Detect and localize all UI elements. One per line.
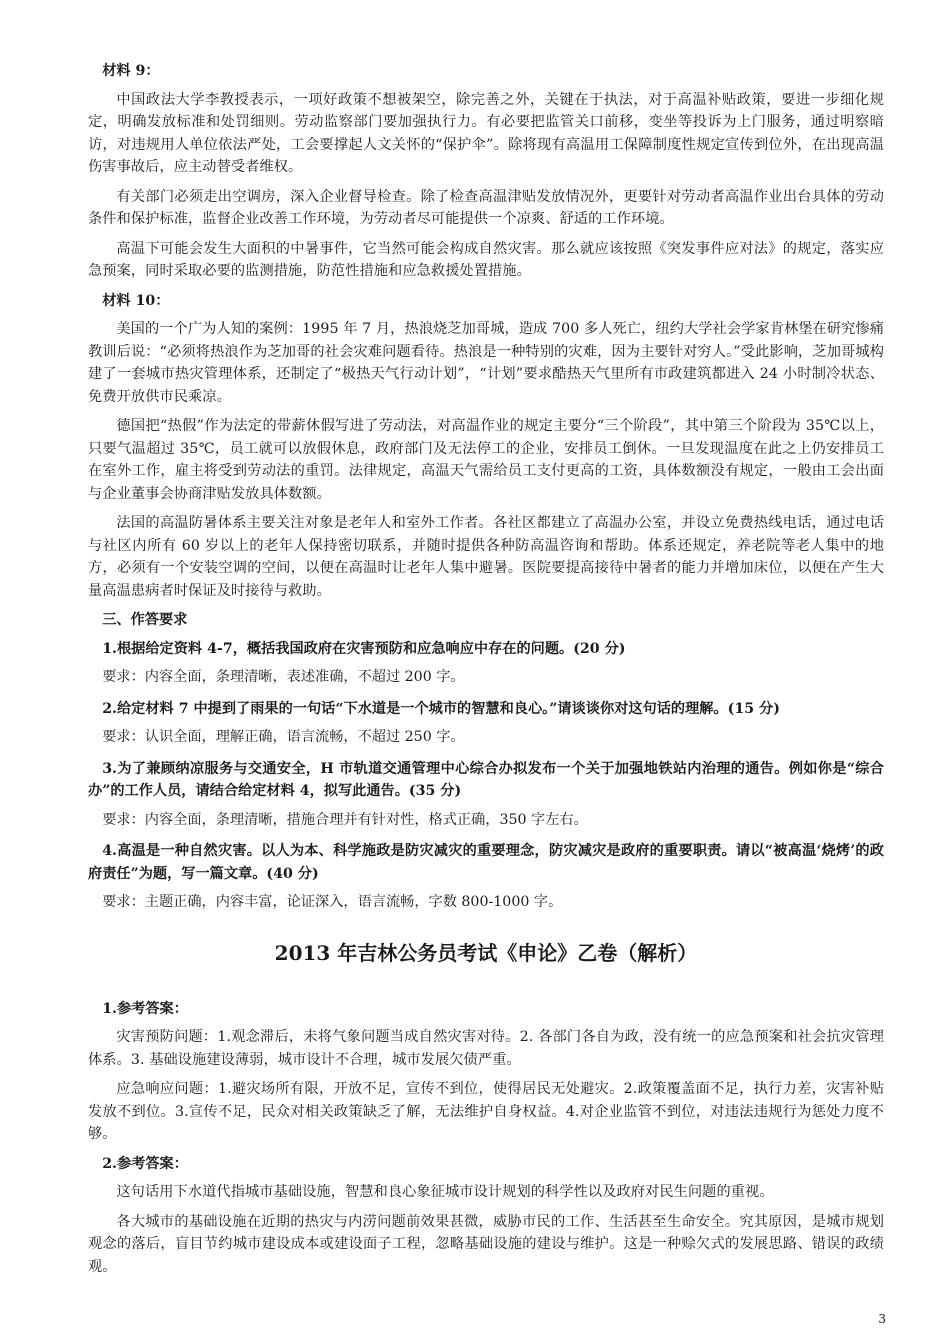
answer2-paragraph: 这句话用下水道代指城市基础设施，智慧和良心象征城市设计规划的科学性以及政府对民生问题的重视。 [116,1184,774,1200]
material10-paragraph: 德国把“热假”作为法定的带薪休假写进了劳动法，对高温作业的规定主要分“三个阶段”，其中第三个阶段为 35℃以上，只要气温超过 35℃，员工就可以放假休息，政府部门及无法停工的企业，安排员工倒休。一旦发现温度在此之上仍安排员工在室外工作，雇主将受到劳动法的重罚。法律规定，高温天气需给员工支付更高的工资，具体数额没有规定，一般由工会出面与企业董事会协商津贴发放具体数额。 [88,418,884,502]
material9-paragraph: 高温下可能会发生大面积的中暑事件，它当然可能会构成自然灾害。那么就应该按照《突发事件应对法》的规定，落实应急预案，同时采取必要的监测措施，防范性措施和应急救援处置措施。 [88,240,884,279]
analysis-title: 2013 年吉林公务员考试《申论》乙卷（解析） [274,940,698,965]
material9-paragraph: 有关部门必须走出空调房，深入企业督导检查。除了检查高温津贴发放情况外，更要针对劳动者高温作业出台具体的劳动条件和保护标准，监督企业改善工作环境，为劳动者尽可能提供一个凉爽、舒适的工作环境。 [88,188,884,227]
requirements-heading: 三、作答要求 [102,612,188,628]
material9-heading: 材料 9： [102,63,160,79]
question-3: 3.为了兼顾纳凉服务与交通安全，H 市轨道交通管理中心综合办拟发布一个关于加强地铁站内治理的通告。例如你是“综合办”的工作人员，请结合给定材料 4，拟写此通告。(35 分) [88,760,884,799]
answer1-heading: 1.参考答案： [102,1000,188,1017]
question-4: 4.高温是一种自然灾害。以人为本、科学施政是防灾减灾的重要理念，防灾减灾是政府的重要职责。请以“被高温‘烧烤’的政府责任”为题，写一篇文章。(40 分) [88,843,884,882]
question-2: 2.给定材料 7 中提到了雨果的一句话“下水道是一个城市的智慧和良心。”请谈谈你对这句话的理解。(15 分) [102,700,780,717]
answer1-paragraph: 应急响应问题：1.避灾场所有限，开放不足，宣传不到位，使得居民无处避灾。2.政策覆盖面不足，执行力差，灾害补贴发放不到位。3.宣传不足，民众对相关政策缺乏了解，无法维护自身权益。4.对企业监管不到位，对违法违规行为惩处力度不够。 [88,1081,884,1142]
answer1-paragraph: 灾害预防问题：1.观念滞后，未将气象问题当成自然灾害对待。2. 各部门各自为政，没有统一的应急预案和社会抗灾管理体系。3. 基础设施建设薄弱，城市设计不合理，城市发展欠债严重。 [88,1029,884,1068]
material10-paragraph: 法国的高温防暑体系主要关注对象是老年人和室外工作者。各社区都建立了高温办公室，并设立免费热线电话，通过电话与社区内所有 60 岁以上的老年人保持密切联系，并随时提供各种防高温咨询和帮助。体系还规定，养老院等老人集中的地方，必须有一个安装空调的空间，以便在高温时让老年人集中避暑。医院要提高接待中暑者的能力并增加床位，以便在产生大量高温患病者时保证及时接待与救助。 [88,515,884,599]
document-page [88,60,884,1285]
material10-heading: 材料 10： [102,292,170,309]
material9-paragraph: 中国政法大学李教授表示，一项好政策不想被架空，除完善之外，关键在于执法，对于高温补贴政策，要进一步细化规定，明确发放标准和处罚细则。劳动监察部门要加强执行力。有必要把监管关口前移，变坐等投诉为上门服务，通过明察暗访，对违规用人单位依法严处，工会要撑起人文关怀的“保护伞”。除将现有高温用工保障制度性规定宣传到位外，在出现高温伤害事故后，应主动替受者维权。 [88,91,884,175]
question-2-requirement: 要求：认识全面，理解正确，语言流畅，不超过 250 字。 [102,729,465,745]
material10-paragraph: 美国的一个广为人知的案例：1995 年 7 月，热浪烧芝加哥城，造成 700 多人死亡，纽约大学社会学家肯林堡在研究惨痛教训后说：“必须将热浪作为芝加哥的社会灾难问题看待。热浪是一种特别的灾难，因为主要针对穷人。”受此影响，芝加哥城构建了一套城市热灾管理体系，还制定了“极热天气行动计划”，“计划”要求酷热天气里所有市政建筑都进入 24 小时制冷状态、免费开放供市民乘凉。 [88,321,884,405]
question-1: 1.根据给定资料 4-7，概括我国政府在灾害预防和应急响应中存在的问题。(20 分) [102,640,626,657]
question-4-requirement: 要求：主题正确，内容丰富，论证深入，语言流畅，字数 800-1000 字。 [102,894,563,910]
answer2-heading: 2.参考答案： [102,1155,188,1172]
question-3-requirement: 要求：内容全面，条理清晰，措施合理并有针对性，格式正确，350 字左右。 [102,811,588,828]
question-1-requirement: 要求：内容全面，条理清晰，表述准确，不超过 200 字。 [102,669,465,685]
answer2-paragraph: 各大城市的基础设施在近期的热灾与内涝问题前效果甚微，威胁市民的工作、生活甚至生命安全。究其原因，是城市规划观念的落后，盲目节约城市建设成本或建设面子工程，忽略基础设施的建设与维护。这是一种赊欠式的发展思路、错误的政绩观。 [88,1213,884,1275]
page-number: 3 [878,1312,886,1326]
